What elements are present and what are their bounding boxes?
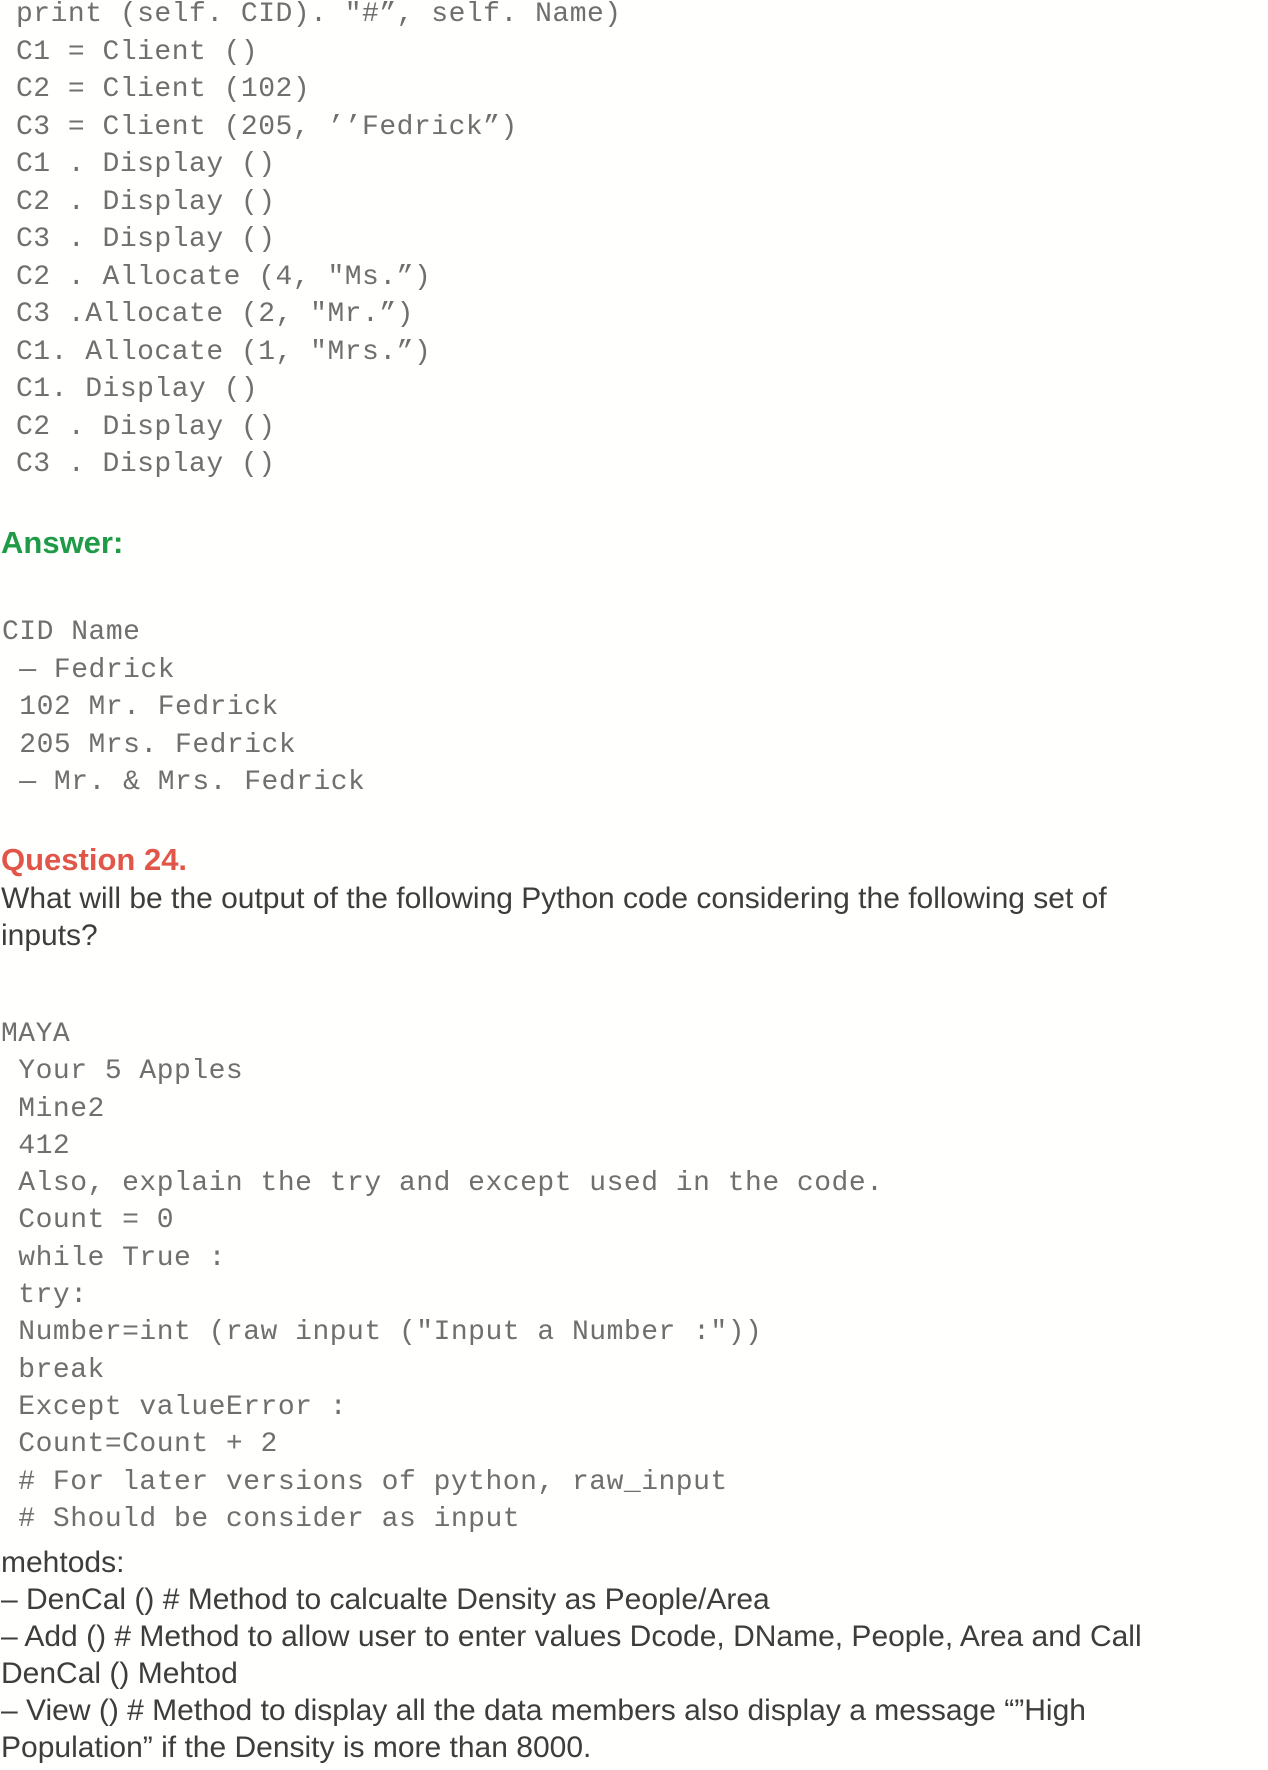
- code-line: 412: [1, 1130, 71, 1162]
- code-line: C1 . Display (): [16, 149, 276, 180]
- answer-output-block: [2, 614, 365, 802]
- code-line: Except valueError :: [1, 1391, 348, 1423]
- code-line: while True :: [1, 1242, 226, 1274]
- code-block-inputs: [1, 1016, 883, 1538]
- methods-text-line: – View () # Method to display all the data members also display a message “”High: [1, 1694, 1086, 1727]
- code-line: Count=Count + 2: [1, 1429, 278, 1461]
- code-line: Number=int (raw input ("Input a Number :")): [1, 1317, 763, 1349]
- question-text: [1, 880, 1107, 954]
- code-line: # Should be consider as input: [1, 1503, 521, 1535]
- output-line: — Mr. & Mrs. Fedrick: [2, 767, 366, 798]
- code-line: # For later versions of python, raw_input: [1, 1466, 728, 1498]
- output-line: CID Name: [2, 617, 141, 648]
- question-heading: Question 24.: [1, 842, 188, 877]
- methods-text-line: Population” if the Density is more than 8000.: [1, 1731, 592, 1764]
- methods-text-line: – Add () # Method to allow user to enter values Dcode, DName, People, Area and Call: [1, 1620, 1142, 1653]
- code-line: C3 . Display (): [16, 449, 276, 480]
- code-line: break: [1, 1354, 105, 1386]
- code-line: C2 . Display (): [16, 411, 276, 443]
- code-line: C2 . Allocate (4, "Ms.”): [16, 261, 432, 293]
- code-line: C3 .Allocate (2, "Mr.”): [16, 299, 414, 330]
- answer-heading: Answer:: [1, 525, 124, 560]
- output-line: 205 Mrs. Fedrick: [2, 729, 297, 761]
- code-line: C2 = Client (102): [16, 74, 311, 105]
- code-line: Your 5 Apples: [1, 1056, 244, 1088]
- code-line: print (self. CID). "#”, self. Name): [16, 0, 622, 30]
- methods-text: [1, 1544, 1142, 1766]
- code-line: C1 = Client (): [16, 36, 259, 68]
- code-line: C3 . Display (): [16, 224, 276, 255]
- code-block-client: [16, 0, 622, 484]
- methods-text-line: DenCal () Mehtod: [1, 1657, 238, 1690]
- output-line: — Fedrick: [2, 654, 176, 686]
- code-line: C2 . Display (): [16, 186, 276, 218]
- code-line: try:: [1, 1280, 88, 1312]
- code-line: C1. Allocate (1, "Mrs.”): [16, 336, 432, 368]
- code-line: Count = 0: [1, 1205, 175, 1237]
- methods-text-line: – DenCal () # Method to calcualte Density as People/Area: [1, 1583, 770, 1616]
- code-line: C3 = Client (205, ’’Fedrick”): [16, 111, 518, 143]
- code-line: C1. Display (): [16, 374, 259, 405]
- code-line: Mine2: [1, 1093, 105, 1125]
- question-text-line: What will be the output of the following Python code considering the following set of: [1, 882, 1107, 915]
- code-line: Also, explain the try and except used in the code.: [1, 1168, 884, 1200]
- methods-text-line: mehtods:: [1, 1546, 125, 1579]
- question-text-line: inputs?: [1, 919, 98, 952]
- code-line: MAYA: [1, 1019, 71, 1050]
- output-line: 102 Mr. Fedrick: [2, 692, 279, 723]
